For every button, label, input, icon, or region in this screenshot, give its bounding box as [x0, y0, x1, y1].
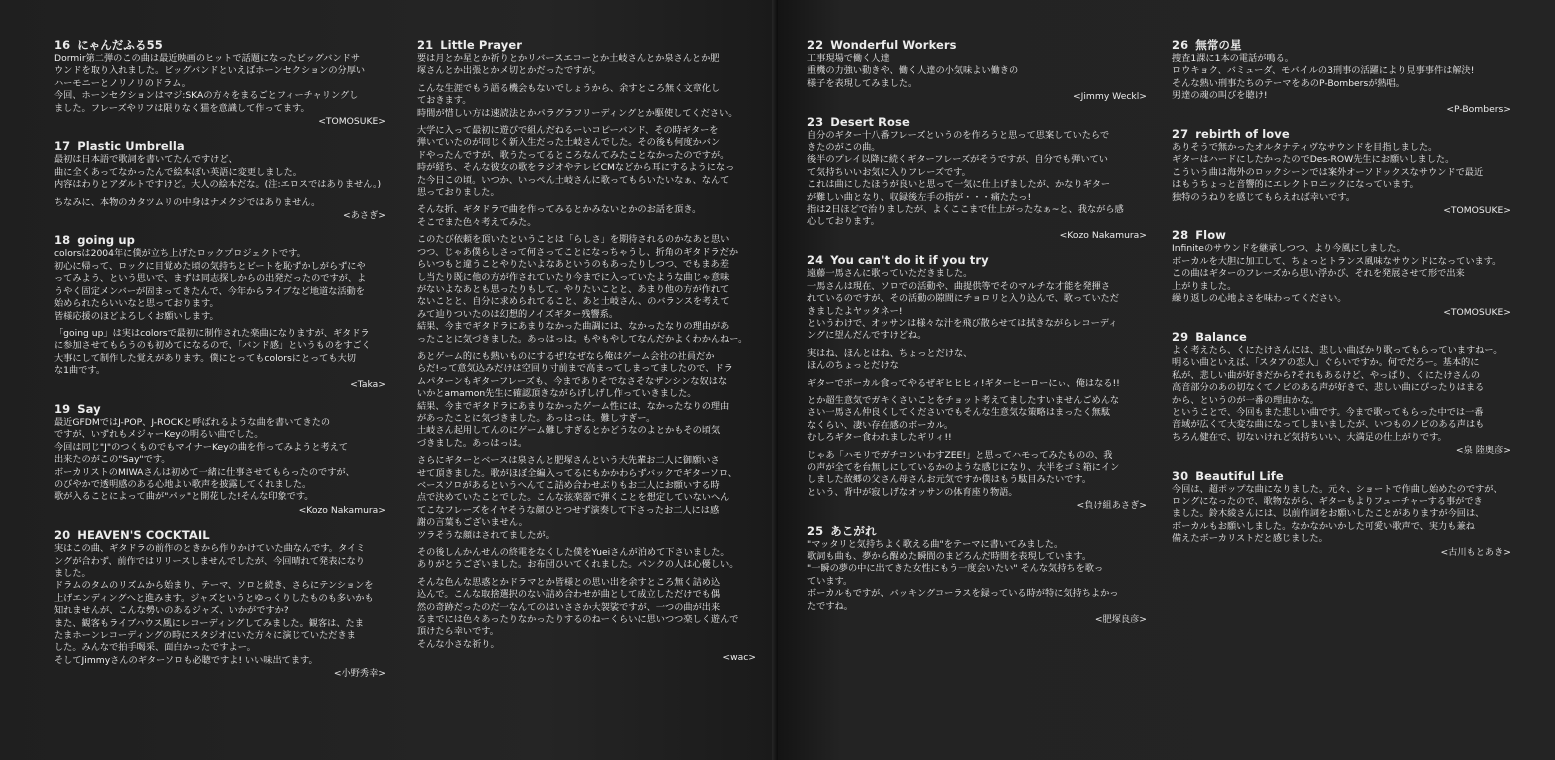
comment-paragraph: 遠藤一馬さんに歌っていただきました。 一馬さんは現在、ソロでの活動や、曲提供等でそのマルチな才能を発揮さ れているのですが、その活動の隙間にチョロリと入り込んで、歌っていただ きましたよヤッタネー! というわけで、オッサンは様々な汁を飛び散らせては拭きながらレコーディ ングに望んだんですけどね。 — [807, 268, 1119, 342]
track-heading — [807, 115, 1153, 129]
track-note — [1172, 127, 1517, 217]
track-title: 無常の星 — [1195, 38, 1242, 52]
track-number: 17 — [54, 139, 71, 154]
track-title: Balance — [1195, 329, 1247, 344]
comment-paragraph: 今回は、超ポップな曲になりました。元々、ショートで作曲し始めたのですが、 ロングになったので、歌物ながら、ギターもよりフューチャーする事ができ ました。鈴木綾さんには、以前作詞をお願いしたことがありますが今回は、 ボーカルもお願いしました。なかなかいかした可愛い歌声で、実力も兼ね 備えたボーカリストだと感じました。 — [1172, 483, 1503, 545]
track-number: 16 — [54, 38, 71, 52]
comment-paragraph: colorsは2004年に僕が立ち上げたロックプロジェクトです。 初心に帰って、ロックに目覚めた頃の気持ちとビートを恥ずかしがらずにや ってみよう、という思いで、まずは同志探しからの出発だったのですが、よ うやく固定メンバーが固まってきたんで、今年からライブなど地道な活動を 始められたらいいなと思っております。 皆様応援のほどよろしくお願いします。 — [54, 248, 367, 322]
comment-paragraph: その後しんかんせんの終電をなくした僕をYueiさんが泊めて下さいました。 ありがとうございました。お布団ひいてくれました。パンクの人は心優しい。 — [417, 547, 739, 571]
comment-paragraph: そんな折、ギタドラで曲を作ってみるとかみないとかのお話を頂き。 そこでまた色々考えてみた。 — [417, 204, 702, 228]
track-number: 20 — [54, 528, 71, 543]
composer-signature: <肥塚良彦> — [1094, 614, 1147, 626]
composer-signature: <Kozo Nakamura> — [298, 504, 386, 516]
composer-signature: <Taka> — [350, 378, 386, 390]
track-comment — [54, 543, 392, 667]
comment-paragraph: このたび依頼を頂いたということは「らしさ」を期待されるのかなあと思い つつ、じゃあ僕らしさって何さってことになっちゃうし、折角のギタドラだか らいつもと違うことやりたいよなあというのもあったりしつつ、でもまあ差 し当たり既に他の方が作されていたり今までに入っていたような曲じゃ意味 がないよなあとも思ったりもして。やりたいことと、あまり他の方が作れて ないことと、自分に求められてること、あと土岐さん、のバランスを考えて みて辿りついたのは幻想的ノイズギター残響系。 結果、今までギタドラにあまりなかった曲調には、なかったなりの理由があ ったことに気づきました。あっはっは。もやもやしてなんだかよくわかんねー。 — [417, 234, 748, 345]
comment-paragraph: じゃあ「ハモリでガチコンいわすZEE!」と思ってハモってみたものの、我 の声が全てを台無しにしているかのような感じになり、大半をゴミ箱にイン しました故郷の父さん母さんお元気ですか僕はもう駄目みたいです。 という、背中が寂しげなオッサンの体育座り物語。 — [807, 449, 1120, 498]
track-comment — [1172, 345, 1517, 444]
track-title: にゃんだふる55 — [77, 38, 163, 52]
track-note — [54, 139, 392, 222]
track-title: rebirth of love — [1195, 127, 1290, 142]
composer-signature: <泉 陸奥彦> — [1455, 445, 1511, 457]
composer-signature: <Jimmy Weckl> — [1072, 91, 1147, 103]
comment-paragraph: 実はね、ほんとはね、ちょっとだけな、 ほんのちょっとだけな — [807, 347, 973, 372]
comment-paragraph: こんな生涯でもう語る機会もないでしょうから、余すところ無く文章化し ておきます。 時間が惜しい方は速読法とかパラグラフリーディングとか駆使してください。 — [417, 82, 738, 119]
comment-paragraph: 工事現場で働く人達 重機の力強い動きや、働く人達の小気味よい働きの 様子を表現してみました。 — [807, 53, 1019, 89]
track-number: 27 — [1172, 127, 1189, 142]
notes-column — [807, 38, 1153, 637]
track-heading — [807, 524, 1153, 538]
comment-paragraph: 要は月とか星とか祈りとかリバースエコーとか土岐さんとか泉さんとか肥 塚さんとか出張とかメ切とかだったですが。 — [417, 53, 720, 77]
track-comment — [807, 130, 1153, 229]
track-heading — [1172, 469, 1517, 483]
track-title: Say — [77, 401, 101, 416]
track-title: Flow — [1195, 228, 1226, 243]
comment-paragraph: 実はこの曲、ギタドラの前作のときから作りかけていた曲なんです。タイミ ングが合わず、前作ではリリースしませんでしたが、今回晴れて発表になり ました。 ドラムのタムのリズムから始まり、テーマ、ソロと続き、さらにテンションを 上げエンディングへと進みます。ジャズというとゆっくりしたものも多いかも 知れませんが、こんな勢いのあるジャズ、いかがですか? また、観客もライブハウス風にレコーディングしてみました。観客は、たま たまホーンレコーディングの時にスタジオにいた方々に演じていただきま した。みんなで拍手喝采、面白かったですよー。 そしてJimmyさんのギターソロも必聴ですよ! いい味出てます。 — [54, 543, 374, 666]
track-number: 23 — [807, 114, 824, 129]
comment-paragraph: さらにギターとベースは泉さんと肥塚さんという大先輩お二人に御願いさ せて頂きました。歌がほぼ全編入ってるにもかかわらずバックでギターソロ、 ベースソロがあるというへんてこ詰め合わせぶりもお二人にお願いする時 点で決めていたことでした。こんな弦楽器で弾くことを想定していないへん てこなフレーズをイヤそうな顔ひとつせず演奏して下さったお二人には感 謝の言葉もございません。 ツラそうな顔はされてましたが。 — [417, 455, 737, 541]
track-number: 26 — [1172, 38, 1189, 52]
track-note — [807, 38, 1153, 104]
track-note — [1172, 330, 1517, 458]
track-note — [807, 524, 1153, 627]
track-number: 24 — [807, 253, 824, 268]
track-heading — [417, 38, 762, 52]
comment-paragraph: 捜査1課に1本の電話が鳴る。 ロウキョク、バミューダ、モバイルの3刑事の活躍により見事事件は解決! そんな熱い刑事たちのテーマをあのP-Bombersが熱唱。 男達の魂の叫びを聴け! — [1172, 53, 1475, 102]
track-title: あこがれ — [830, 523, 877, 538]
composer-signature: <古川もとあき> — [1440, 546, 1511, 558]
composer-signature: <負け組あさぎ> — [1076, 500, 1147, 512]
composer-signature: <wac> — [722, 652, 756, 664]
track-heading — [1172, 38, 1517, 52]
notes-column — [417, 38, 762, 676]
track-comment — [417, 53, 762, 651]
track-note — [54, 402, 392, 517]
track-heading — [807, 253, 1153, 267]
track-heading — [1172, 330, 1517, 344]
track-note — [1172, 38, 1517, 116]
comment-paragraph: 自分のギター十八番フレーズというのを作ろうと思って思案していたらで きたのがこの曲。 後半のプレイ以降に続くギターフレーズがそうですが、自分でも弾いてい て気持ちいいお気に入りフレーズです。 これは曲にしたほうが良いと思って一気に仕上げましたが、かなりギター が難しい曲となり、収録後左手の指が・・・痛たたっ! 指は2日ほどで治りましたが、よくここまで仕上がったなぁ~と、我ながら感 心しております。 — [807, 129, 1124, 228]
track-note — [54, 38, 392, 128]
comment-paragraph: そんな色んな思惑とかドラマとか皆様との思い出を余すところ無く詰め込 込んで。こんな取捨選択のない詰め合わせが曲として成立しただけでも偶 然の奇跡だったのだ一なんてのはいささか大袈裟ですが、一つの曲が出来 るまでには色々あったりなかったりするのねーくらいに思いつつ楽しく遊んで 頂けたら幸いです。 そんな小さな祈り。 — [417, 576, 739, 650]
notes-column — [54, 38, 392, 692]
track-title: Wonderful Workers — [830, 38, 957, 52]
track-title: going up — [77, 233, 135, 248]
composer-signature: <TOMOSUKE> — [318, 116, 386, 128]
track-number: 19 — [54, 401, 71, 416]
comment-paragraph: 大学に入って最初に遊びで組んだねるーいコピーバンド、その時ギターを 弾いていたのが同じく新入生だった土岐さんでした。その後も何度かバン ドやったんですが、歌うたってるところなんてみたことなかったのですが。 時が経ち、そんな彼女の歌をラジオやテレビCMなどから耳にするようになっ た今日この頃。いつか、いっぺん土岐さんに歌ってもらいたいなぁ、なんて 思っておりました。 — [417, 125, 735, 199]
track-comment — [807, 539, 1153, 613]
track-note — [54, 233, 392, 390]
comment-paragraph: "マッタリと気持ちよく歌える曲"をテーマに書いてみました。 歌詞も曲も、夢から醒めた瞬間のまどろんだ時間を表現しています。 "一瞬の夢の中に出てきた女性にもう一度会いたい" そんな気持ちを歌っ ています。 ボーカルもですが、バッキングコーラスを録っている時が特に気持ちよかっ たですね。 — [807, 538, 1119, 612]
track-note — [807, 115, 1153, 243]
track-note — [54, 528, 392, 680]
track-comment — [1172, 53, 1517, 103]
comment-paragraph: とか超生意気でガキくさいことをチョット考えてましたすいませんごめんな さい一馬さん仲良くしてくださいでもそんな生意気な策略はまったく無駄 なくらい、凄い存在感のボーカル。 むしろギター食われましたギリィ!! — [807, 394, 1120, 444]
track-comment — [54, 53, 392, 115]
track-comment — [1172, 243, 1517, 305]
composer-signature: <TOMOSUKE> — [1443, 205, 1511, 217]
track-heading — [54, 233, 392, 247]
comment-paragraph: Infiniteのサウンドを継承しつつ、より今風にしました。 ボーカルを大胆に加工して、ちょっとトランス風味なサウンドになっています。 この曲はギターのフレーズから思い浮かび、それを発展させて形で出来 上がりました。 繰り返しの心地よさを味わってください。 — [1172, 243, 1502, 305]
track-title: Beautiful Life — [1195, 468, 1284, 483]
track-number: 18 — [54, 233, 71, 248]
comment-paragraph: あとゲーム的にも熱いものにするぜ!なぜなら俺はゲーム会社の社員だか らだ!って意気込みだけは空回り寸前まで高まってしまってましたので、ドラ ムパターンもギターフレーズも、今までありそでなさそなザンシンな奴はな いかとamamon先生に確認頂きながらげしげし作っていきました。 結果、今までギタドラにあまりなかったゲーム性には、なかったなりの理由 があったことに気づきました。あっはっは。難しすぎー。 土岐さん起用してんのにゲーム難しすぎるとかどうなのよとかもその頃気 づきました。あっはっは。 — [417, 350, 733, 449]
track-heading — [1172, 228, 1517, 242]
track-comment — [54, 248, 392, 377]
track-number: 21 — [417, 38, 434, 52]
track-number: 22 — [807, 38, 824, 52]
comment-paragraph: ちなみに、本物のカタツムリの中身はナメクジではありません。 — [54, 196, 321, 208]
track-heading — [807, 38, 1153, 52]
track-comment — [1172, 142, 1517, 204]
comment-paragraph: Dormir第二弾のこの曲は最近映画のヒットで話題になったビッグバンドサ ウンドを取り入れました。ビッグバンドといえばホーンセクションの分厚い ハーモニーとノリノリのドラム。 今回、ホーンセクションはマジ:SKAの方々をまるごとフィーチャリングし ました。フレーズやリフは限りなく猫を意識して作ってます。 — [54, 53, 366, 114]
track-number: 28 — [1172, 228, 1189, 243]
track-comment — [807, 53, 1153, 90]
track-title: Little Prayer — [440, 38, 523, 52]
track-comment — [54, 154, 392, 209]
track-heading — [54, 38, 392, 52]
composer-signature: <小野秀幸> — [333, 668, 386, 680]
track-heading — [1172, 127, 1517, 141]
composer-signature: <Kozo Nakamura> — [1059, 229, 1147, 241]
track-number: 29 — [1172, 329, 1189, 344]
comment-paragraph: 最初は日本語で歌詞を書いてたんですけど、 曲に全くあってなかったんで絵本ぽい英語に変更しました。 内容はわりとアダルトですけど。大人の絵本だな。(注:エロスではありません。) — [54, 154, 382, 191]
track-heading — [54, 402, 392, 416]
track-note — [1172, 469, 1517, 559]
comment-paragraph: ギターでボーカル食ってやるぜギヒヒヒィ!ギターヒーローにぃ、俺はなる!! — [807, 377, 1120, 389]
comment-paragraph: ありそうで無かったオルタナティヴなサウンドを目指しました。 ギターはハードにしたかったのでDes-ROW先生にお願いしました。 こういう曲は海外のロックシーンでは案外オーソドックスなサウンドで最近 はもうちょっと音響的にエレクトロニックになっています。 独特のうねりを感じてもらえれば幸いです。 — [1172, 142, 1484, 203]
track-comment — [807, 268, 1153, 499]
track-heading — [54, 528, 392, 542]
composer-signature: <P-Bombers> — [1446, 103, 1511, 115]
track-heading — [54, 139, 392, 153]
comment-paragraph: 「going up」は実はcolorsで最初に制作された楽曲になりますが、ギタドラ に参加させてもらうのも初めてになるので、「バンド感」というものをすごく 大事にして制作した覚えがあります。僕にとってもcolorsにとっても大切 な1曲です。 — [54, 327, 371, 377]
composer-signature: <あさぎ> — [343, 210, 386, 222]
booklet-page-right — [778, 0, 1555, 760]
track-title: HEAVEN'S COCKTAIL — [77, 528, 210, 543]
track-note — [1172, 228, 1517, 318]
track-number: 25 — [807, 523, 824, 538]
notes-column — [1172, 38, 1517, 570]
track-title: Desert Rose — [830, 114, 910, 129]
track-comment — [54, 417, 392, 504]
track-title: You can't do it if you try — [830, 253, 989, 268]
track-note — [417, 38, 762, 665]
track-title: Plastic Umbrella — [77, 139, 185, 154]
comment-paragraph: よく考えたら、くにたけさんには、悲しい曲ばかり歌ってもらっていますねー。 明るい曲といえば、「スタアの恋人」ぐらいですか。何でだろー。基本的に 私が、悲しい曲が好きだから?それもあるけど、やっぱり、くにたけさんの 高音部分のあの切なくてノビのある声が好きで、悲しい曲にぴったりはまる から、というのが一番の理由かな。 ということで、今回もまた悲しい曲です。今まで歌ってもらった中では一番 音域が広くて大変な曲になってしまいましたが、いつものノビのある声はも ちろん健在で、切ないけれど気持ちいい、大満足の仕上がりです。 — [1172, 344, 1503, 443]
composer-signature: <TOMOSUKE> — [1443, 306, 1511, 318]
track-comment — [1172, 484, 1517, 546]
track-note — [807, 253, 1153, 512]
comment-paragraph: 最近GFDMではJ-POP、J-ROCKと呼ばれるような曲を書いてきたの ですが、いずれもメジャーKeyの明るい曲でした。 今回は同じ"J"のつくものでもマイナーKeyの曲を作ってみようと考えて 出来たのがこの"Say"です。 ボーカリストのMIWAさんは初めて一緒に仕事させてもらったのですが、 のびやかで透明感のある心地よい歌声を披露してくれました。 歌が入ることによって曲が"パッ"と開花した!そんな印象です。 — [54, 416, 355, 503]
track-number: 30 — [1172, 468, 1189, 483]
